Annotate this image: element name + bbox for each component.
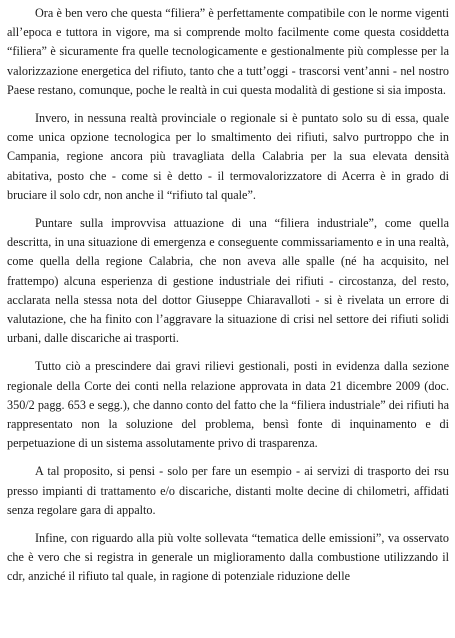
paragraph-6: Infine, con riguardo alla più volte sollevata “tematica delle emissioni”, va osservato che è vero che si registra in generale un miglioramento dalla combustione utilizzando il cdr, anziché il rifiuto tal quale, in ragione di potenziale riduzione delle <box>7 531 449 584</box>
paragraph-2: Invero, in nessuna realtà provinciale o regionale si è puntato solo su di essa, quale come unica opzione tecnologica per lo smaltimento dei rifiuti, salvo purtroppo che in Campania, regione ancora più travagliata della Calabria per la sua elevata densità abitativa, posto che - come si è detto - il termovalorizzatore di Acerra è in grado di bruciare il solo cdr, non anche il “rifiuto tal quale”. <box>7 111 449 202</box>
paragraph-5: A tal proposito, si pensi - solo per fare un esempio - ai servizi di trasporto dei rsu presso impianti di trattamento e/o discariche, distanti molte decine di chilometri, affidati senza regolare gara di appalto. <box>7 464 449 517</box>
paragraph-3: Puntare sulla improvvisa attuazione di una “filiera industriale”, come quella descritta, in una situazione di emergenza e conseguente commissariamento e in una realtà, come quella della regione Calabria, che non aveva alle spalle (né ha acquisito, nel frattempo) alcuna esperienza di gestione industriale dei rifiuti - circostanza, del resto, acclarata nella stessa nota del dottor Giuseppe Chiaravalloti - si è rivelata un errore di valutazione, che ha finito con l’aggravare la situazione di crisi nel settore dei rifiuti solidi urbani, dalle discariche ai trasporti. <box>7 216 449 346</box>
paragraph-4: Tutto ciò a prescindere dai gravi rilievi gestionali, posti in evidenza dalla sezione regionale della Corte dei conti nella relazione approvata in data 21 dicembre 2009 (doc. 350/2 pagg. 653 e segg.), che danno conto del fatto che la “filiera industriale” dei rifiuti ha rappresentato non la soluzione del problema, bensì fonte di inquinamento e di perpetuazione di un sistema assolutamente privo di trasparenza. <box>7 359 449 451</box>
paragraph-1: Ora è ben vero che questa “filiera” è perfettamente compatibile con le norme vigenti all’epoca e tuttora in vigore, ma si comprende molto facilmente come questa cosiddetta “filiera” è sicuramente fra quelle tecnologicamente e gestionalmente più complesse per la valorizzazione energetica del rifiuto, tanto che a tutt’oggi - trascorsi vent’anni - nel nostro Paese restano, comunque, poche le realtà in cui questa modalità di gestione si sia imposta. <box>7 6 449 97</box>
